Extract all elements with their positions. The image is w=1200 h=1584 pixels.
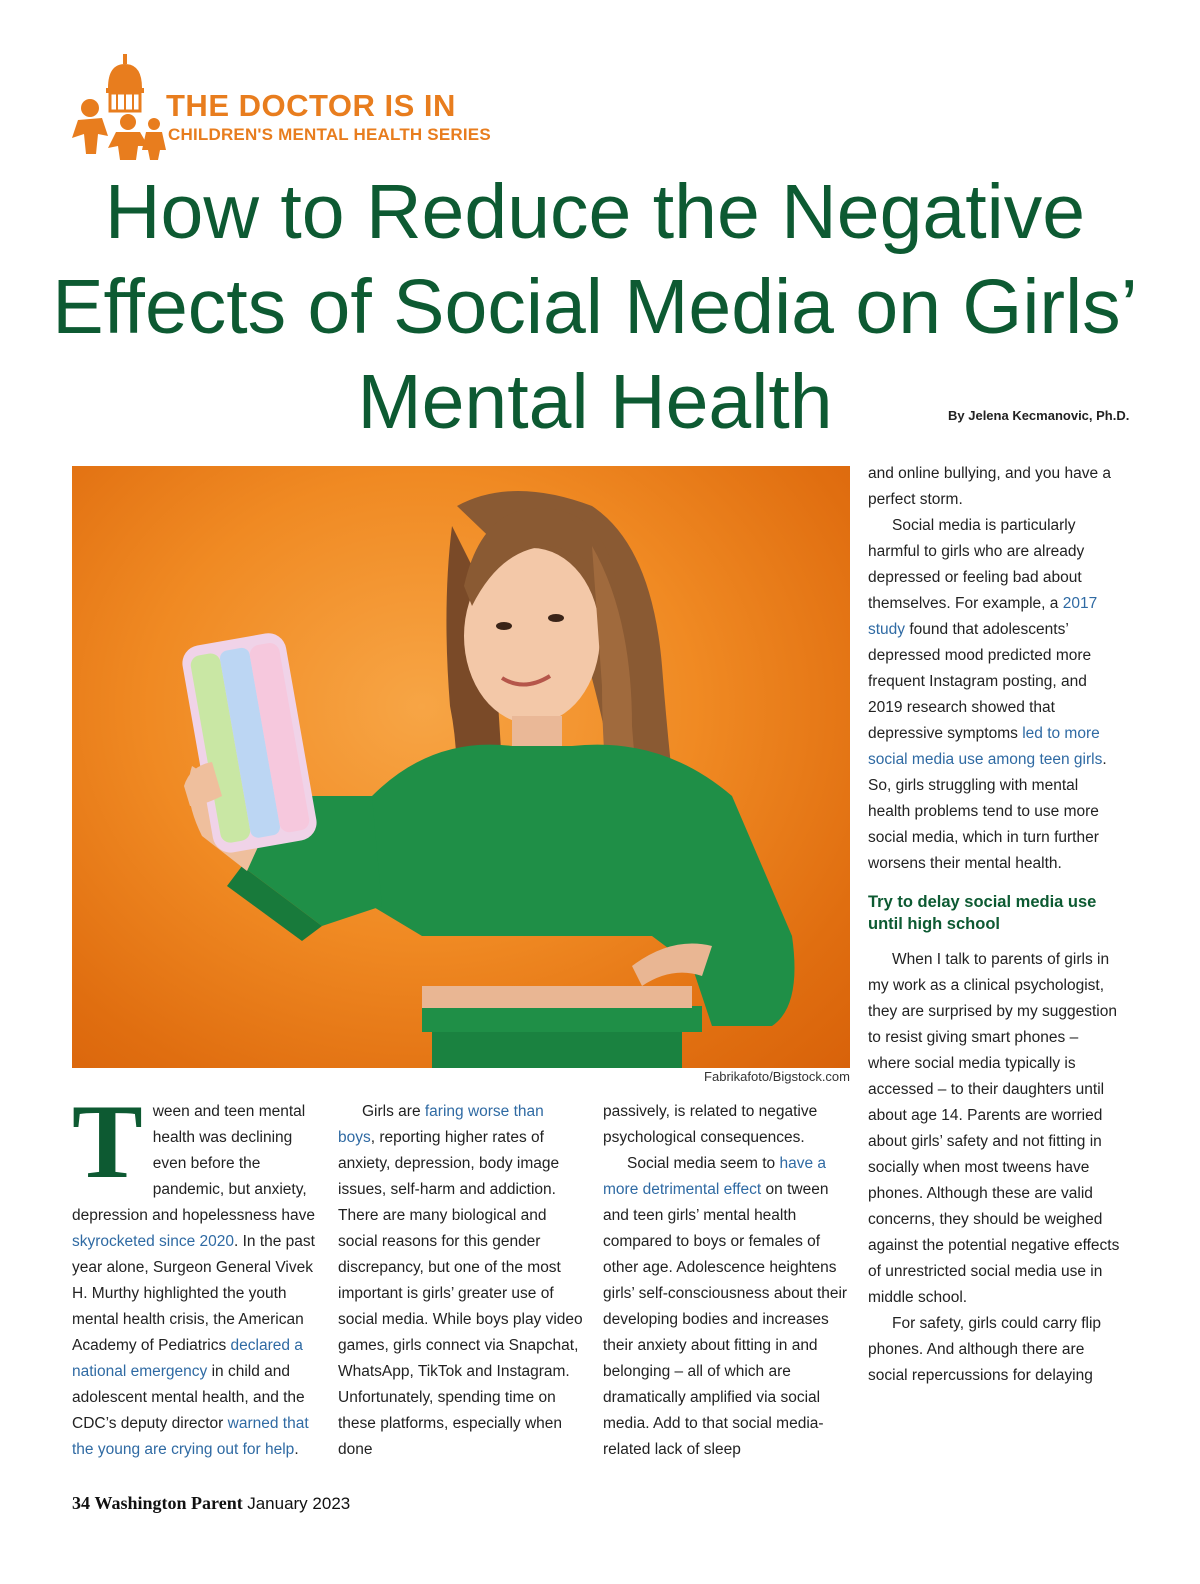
link-faring-worse[interactable]: faring worse than boys xyxy=(338,1103,544,1146)
girl-selfie-illustration xyxy=(72,466,850,1068)
paragraph: passively, is related to negative psychological consequences. xyxy=(603,1103,818,1146)
byline: By Jelena Kecmanovic, Ph.D. xyxy=(948,408,1130,423)
link-national-emergency[interactable]: declared a national emergency xyxy=(72,1337,303,1380)
photo-credit: Fabrikafoto/Bigstock.com xyxy=(704,1069,850,1084)
article-photo xyxy=(72,466,850,1068)
paragraph: Girls are faring worse than boys, reporting higher rates of anxiety, depression, body image issues, self-harm and addiction. There are many biological and social reasons for this gender discrepancy, but one of the most important is girls’ greater use of social media. While boys play video games, girls connect via Snapchat, WhatsApp, TikTok and Instagram. Unfortunately, spending time on these platforms, especially when done xyxy=(338,1103,583,1458)
paragraph: Social media is particularly harmful to girls who are already depressed or feeling bad about themselves. For example, a 2017 study found that adolescents’ depressed mood predicted more frequent Instagram posting, and 2019 research showed that depressive symptoms led to more social media use among teen girls. So, girls struggling with mental health problems tend to use more social media, which in turn further worsens their mental health. xyxy=(868,517,1107,872)
article-headline: How to Reduce the Negative Effects of Social Media on Girls’ Mental Health xyxy=(52,169,1138,445)
paragraph: Social media seem to have a more detrimental effect on tween and teen girls’ mental health compared to boys or females of other age. Adolescence heightens girls’ self-consciousness about their developing bodies and increases their anxiety about fitting in and belonging – all of which are dramatically amplified via social media. Add to that social media-related lack of sleep xyxy=(603,1155,848,1458)
paragraph: and online bullying, and you have a perfect storm. xyxy=(868,465,1112,508)
capitol-children-icon xyxy=(68,50,168,165)
section-subhead: Try to delay social media use until high school xyxy=(868,893,1097,933)
link-skyrocketed[interactable]: skyrocketed since 2020 xyxy=(72,1233,234,1250)
issue-date: January 2023 xyxy=(247,1494,351,1513)
series-logo xyxy=(68,50,491,165)
article-column-1 xyxy=(72,1083,322,1463)
page-footer xyxy=(72,1493,350,1514)
series-subtitle: CHILDREN'S MENTAL HEALTH SERIES xyxy=(168,125,491,144)
link-crying-out[interactable]: warned that the young are crying out for help xyxy=(72,1415,309,1458)
link-detrimental-effect[interactable]: have a more detrimental effect xyxy=(603,1155,827,1198)
series-title: THE DOCTOR IS IN xyxy=(166,88,456,123)
article-column-4 xyxy=(868,461,1120,1389)
publication-name: Washington Parent xyxy=(94,1493,243,1513)
paragraph: Tween and teen mental health was declining even before the pandemic, but anxiety, depression and hopelessness have skyrocketed since 2020. In the past year alone, Surgeon General Vivek H. Murthy highlighted the youth mental health crisis, the American Academy of Pediatrics declared a national emergency in child and adolescent mental health, and the CDC’s deputy director warned that the young are crying out for help. xyxy=(72,1083,316,1458)
link-2017-study[interactable]: 2017 study xyxy=(868,595,1098,638)
article-column-3 xyxy=(603,1099,855,1463)
paragraph: For safety, girls could carry flip phones. And although there are social repercussions for delaying xyxy=(868,1315,1102,1384)
drop-cap: T xyxy=(72,1083,143,1200)
link-more-social-media-use[interactable]: led to more social media use among teen girls xyxy=(868,725,1103,768)
article-column-2 xyxy=(338,1099,583,1463)
paragraph: When I talk to parents of girls in my work as a clinical psychologist, they are surprised by my suggestion to resist giving smart phones – where social media typically is accessed – to their daughters until about age 14. Parents are worried about girls’ safety and not fitting in socially when most tweens have phones. Although these are valid concerns, they should be weighed against the potential negative effects of unrestricted social media use in middle school. xyxy=(868,951,1120,1306)
page-number: 34 xyxy=(72,1493,90,1513)
